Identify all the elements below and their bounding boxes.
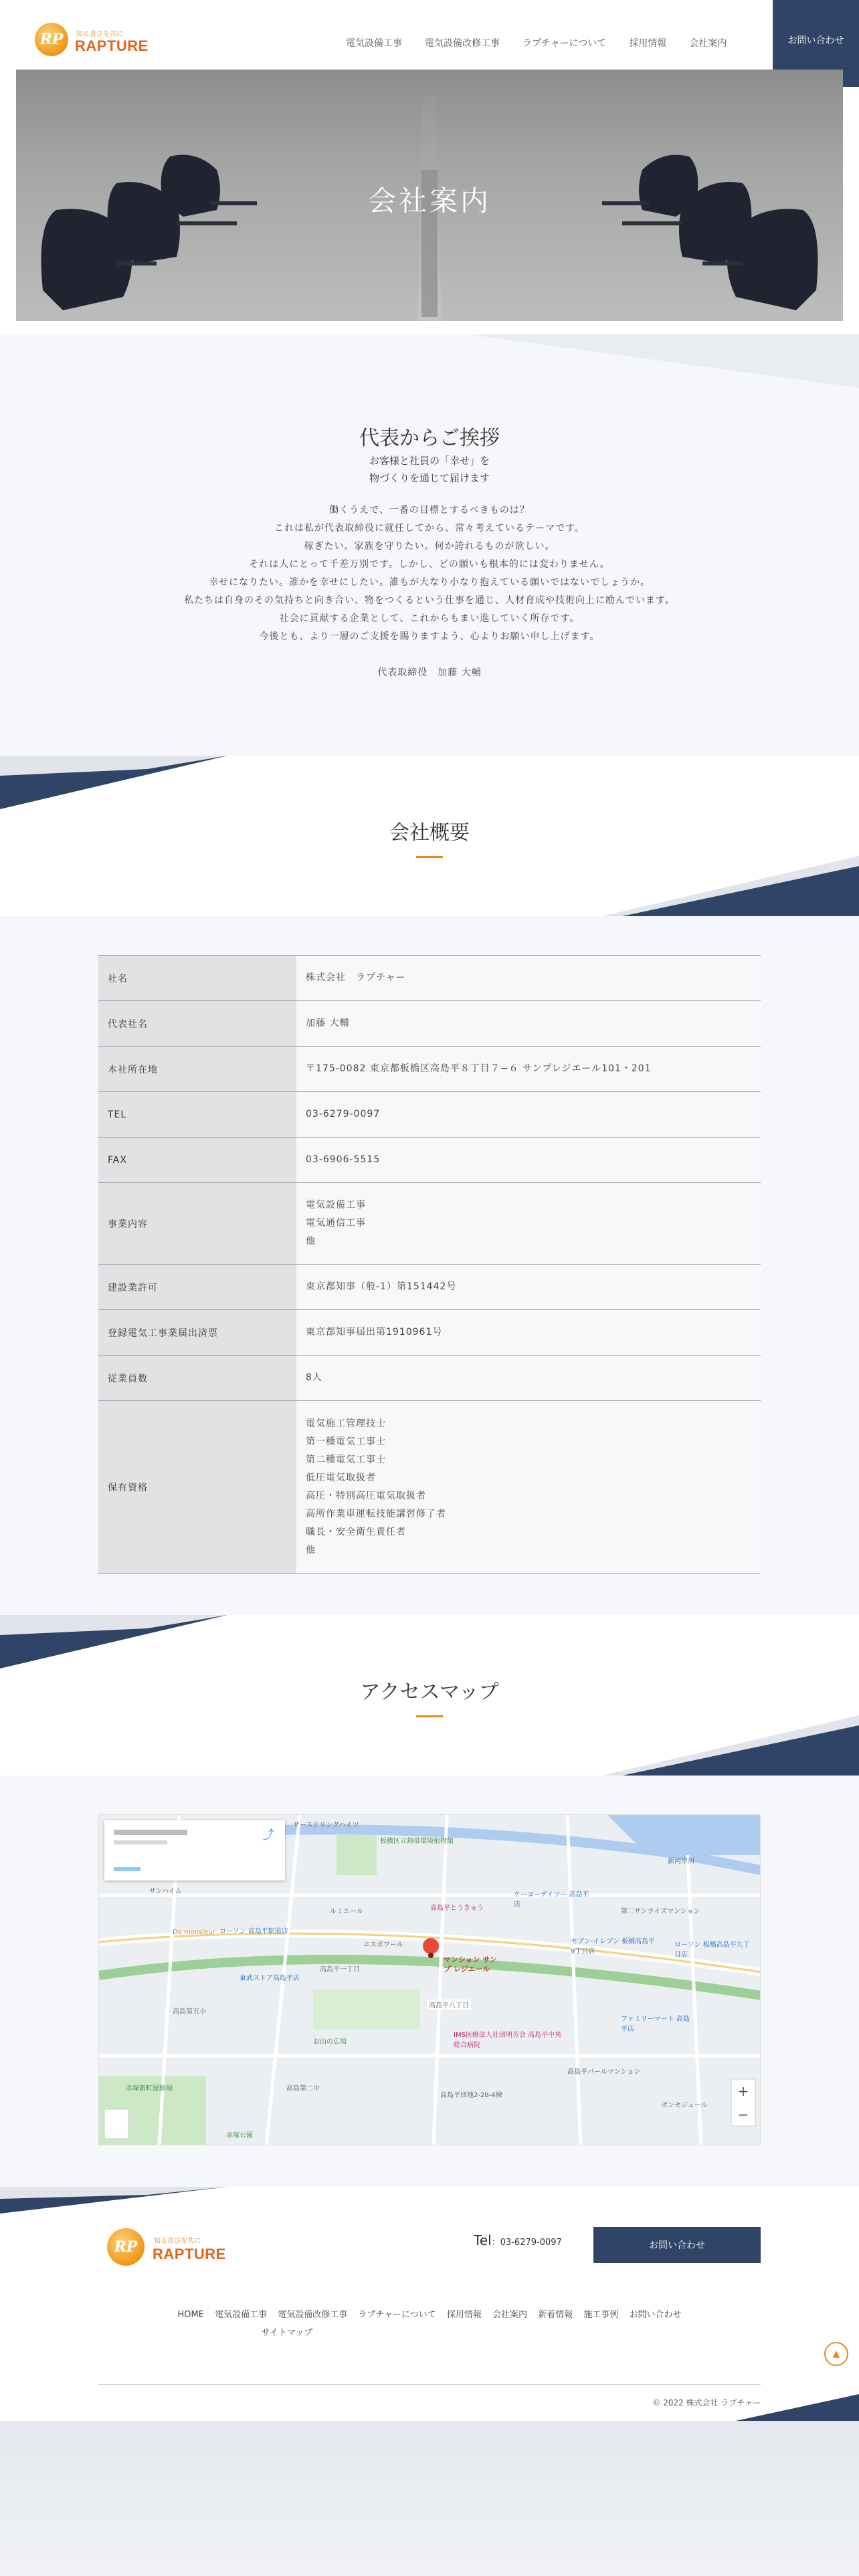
greeting-subtitle: [0, 452, 859, 487]
footer-logo[interactable]: [107, 2226, 241, 2272]
row-value: 株式会社 ラプチャー: [296, 956, 761, 1001]
logo-wordmark: RAPTURE: [75, 37, 149, 54]
value-line: 第一種電気工事士: [306, 1436, 386, 1447]
footer-logo-tagline: 知る喜びを共に: [154, 2238, 201, 2245]
map-place-label: 高島平一丁目: [320, 1966, 360, 1973]
hero-title: 会社案内: [367, 185, 491, 217]
page-bottom-filler: [0, 2421, 859, 2576]
main-nav: [335, 36, 738, 49]
greeting-message: [0, 502, 859, 646]
back-to-top-button[interactable]: [824, 2342, 848, 2366]
directions-icon[interactable]: ⤴: [262, 1828, 274, 1842]
value-line: 高圧・特別高圧電気取扱者: [306, 1490, 426, 1501]
map-place-label: ルミエール: [330, 1908, 363, 1915]
map-place-label: ファミリーマート 高島平店: [621, 2016, 690, 2033]
footer-nav: [107, 2306, 752, 2342]
map-place-label: サンハイム: [149, 1888, 182, 1895]
footer-nav-item[interactable]: サイトマップ: [261, 2328, 313, 2338]
row-label: 登録電気工事業届出済票: [98, 1310, 296, 1356]
map-place-label: 高島平団地2-28-4棟: [440, 2092, 502, 2099]
footer-nav-item[interactable]: お問い合わせ: [629, 2310, 682, 2320]
table-row: [98, 1310, 761, 1356]
arrow-up-icon: ▲: [832, 2349, 840, 2359]
logo-mark-icon: RP: [35, 23, 68, 56]
value-line: 電気施工管理技士: [306, 1418, 386, 1429]
row-label: 従業員数: [98, 1356, 296, 1401]
nav-item-renovation-work[interactable]: 電気設備改修工事: [425, 38, 500, 49]
greeting-line: 幸せになりたい。誰かを幸せにしたい。誰もが大なり小なり抱えている願いではないでしょうか。: [209, 577, 650, 588]
table-row: [98, 956, 761, 1001]
header-contact-button[interactable]: お問い合わせ: [773, 0, 859, 87]
value-line: 電気通信工事: [306, 1218, 366, 1228]
footer-nav-item[interactable]: 電気設備工事: [215, 2310, 268, 2320]
greeting-line: 働くうえで、一番の目標とするべきものは？: [329, 505, 530, 516]
value-line: 高所作業車運転技能講習修了者: [306, 1508, 446, 1519]
row-value: 加藤 大輔: [296, 1001, 761, 1047]
greeting-line: 稼ぎたい。家族を守りたい。何か誇れるものが欲しい。: [304, 541, 555, 552]
map-place-label: 高島平パールマンション: [567, 2068, 641, 2076]
table-row: [98, 1001, 761, 1047]
greeting-subtitle-line: お客様と社員の「幸せ」を: [369, 455, 490, 467]
row-label: TEL: [98, 1092, 296, 1138]
map-place-label: エスポワール: [363, 1941, 403, 1949]
footer-nav-item[interactable]: 会社案内: [492, 2310, 528, 2320]
greeting-subtitle-line: 物づくりを通じて届けます: [369, 472, 490, 484]
map-place-label: IMS医療法人社団明芳会 高島平中央総合病院: [454, 2032, 562, 2049]
google-map[interactable]: [98, 1814, 761, 2145]
logo-tagline: 知る喜びを共に: [76, 31, 123, 38]
greeting-line: 私たちは自身のその気持ちと向き合い、物をつくるという仕事を通じ、人材育成や技術向上に励んでいます。: [184, 595, 675, 606]
map-place-label: 東武ストア高島平店: [240, 1975, 300, 1982]
map-place-label: 赤塚公園: [226, 2132, 253, 2139]
map-place-label: 赤塚新町運動場: [126, 2085, 173, 2092]
footer-nav-item[interactable]: HOME: [177, 2310, 204, 2320]
table-row: [98, 1092, 761, 1138]
site-logo[interactable]: [35, 20, 155, 60]
company-overview-table: [98, 955, 761, 1574]
greeting-line: 社会に貢献する企業として、これからもまい進していく所存です。: [279, 613, 580, 624]
value-line: 低圧電気取扱者: [306, 1472, 376, 1483]
map-place-label: ポンセジュール: [661, 2102, 708, 2109]
svg-text:−: −: [737, 2107, 749, 2123]
row-label: 事業内容: [98, 1183, 296, 1265]
map-place-label: セブン-イレブン 板橋高島平9丁目店: [571, 1938, 655, 1955]
footer-divider: [98, 2384, 761, 2385]
footer-nav-item[interactable]: 新着情報: [538, 2310, 573, 2320]
nav-item-company[interactable]: 会社案内: [689, 38, 727, 49]
map-place-label: ローソン 板橋高島平九丁目店: [674, 1941, 750, 1959]
table-row: [98, 1183, 761, 1265]
map-pin-label: マンション サンプ レジエール: [444, 1955, 497, 1973]
greeting-line: これは私が代表取締役に就任してから、常々考えているテーマです。: [274, 523, 585, 534]
nav-item-about[interactable]: ラプチャーについて: [522, 38, 607, 49]
map-place-label: ローソン 高島平駅前店: [219, 1928, 288, 1935]
site-header: [0, 0, 859, 70]
greeting-line: それは人にとって千差万別です。しかし、どの願いも根本的には変わりません。: [249, 559, 610, 570]
row-label: FAX: [98, 1138, 296, 1183]
map-place-label: 新河岸川: [668, 1858, 694, 1865]
footer-phone: [474, 2232, 562, 2248]
map-card-address: [114, 1840, 167, 1844]
table-row: [98, 1047, 761, 1092]
value-line: 他: [306, 1544, 316, 1555]
map-card-link[interactable]: [114, 1867, 140, 1871]
nav-item-electrical-work[interactable]: 電気設備工事: [346, 38, 402, 49]
value-line: 他: [306, 1236, 316, 1247]
footer-logo-mark-icon: RP: [107, 2228, 145, 2266]
footer-nav-item[interactable]: 採用情報: [446, 2310, 482, 2320]
table-row: [98, 1356, 761, 1401]
row-label: 保有資格: [98, 1401, 296, 1574]
row-label: 本社所在地: [98, 1047, 296, 1092]
map-place-label: 板橋区立熱帯環境植物館: [380, 1838, 454, 1845]
footer-decoration: [0, 2394, 859, 2421]
value-line: 電気設備工事: [306, 1200, 366, 1210]
table-row: [98, 1138, 761, 1183]
map-place-label: 高島第二中: [286, 2085, 320, 2092]
map-place-label: Do monsieur: [173, 1929, 215, 1936]
row-label: 代表社名: [98, 1001, 296, 1047]
greeting-title: 代表からご挨拶: [359, 427, 500, 450]
value-line: 職長・安全衛生責任者: [306, 1526, 406, 1537]
row-value: 東京都知事届出第1910961号: [296, 1310, 761, 1356]
greeting-line: 今後とも、より一層のご支援を賜りますよう、心よりお願い申し上げます。: [259, 631, 600, 642]
map-place-label: 高島第五小: [173, 2008, 206, 2016]
copyright: © 2022 株式会社 ラプチャー: [652, 2398, 761, 2407]
row-value: 〒175-0082 東京都板橋区高島平８丁目７−６ サンプレジエール101・201: [296, 1047, 761, 1092]
greeting-signature: 代表取締役 加藤 大輔: [377, 667, 482, 678]
footer-contact-button[interactable]: お問い合わせ: [593, 2227, 761, 2263]
row-value: 03-6279-0097: [296, 1092, 761, 1138]
access-title-underline: [416, 1715, 443, 1717]
map-place-label: 第二サンライズマンション: [621, 1908, 700, 1915]
map-place-label: サーステリングハイツ: [293, 1822, 359, 1829]
footer-nav-item[interactable]: ラプチャーについて: [358, 2310, 436, 2320]
access-title: アクセスマップ: [360, 1681, 499, 1704]
table-row: [98, 1401, 761, 1574]
hero-banner: [16, 70, 843, 321]
map-place-label: 高島平とうきゅう: [430, 1905, 484, 1912]
overview-title: 会社概要: [389, 821, 470, 845]
row-value: 8人: [296, 1356, 761, 1401]
row-value: [296, 1401, 761, 1574]
map-place-label: 高島平八丁目: [427, 2000, 471, 2010]
footer-phone-number: ：03-6279-0097: [491, 2238, 562, 2248]
row-value: [296, 1183, 761, 1265]
svg-text:+: +: [737, 2083, 749, 2099]
nav-item-recruit[interactable]: 採用情報: [629, 38, 667, 49]
footer-logo-wordmark: RAPTURE: [153, 2246, 226, 2262]
row-value: 東京都知事（般-1）第151442号: [296, 1265, 761, 1310]
row-label: 社名: [98, 956, 296, 1001]
map-info-card: [104, 1820, 285, 1881]
row-label: 建設業許可: [98, 1265, 296, 1310]
map-place-label: ケーヨーデイツー 高島平店: [514, 1891, 589, 1909]
map-place-label: お山の広場: [313, 2038, 347, 2046]
value-line: 第二種電気工事士: [306, 1454, 386, 1465]
overview-title-underline: [416, 856, 443, 858]
footer-nav-item[interactable]: 施工事例: [583, 2310, 619, 2320]
footer-nav-item[interactable]: 電気設備改修工事: [278, 2310, 348, 2320]
map-card-title: [114, 1830, 187, 1835]
footer-phone-label: Tel: [474, 2232, 492, 2248]
section-divider: [0, 2187, 859, 2227]
row-value: 03-6906-5515: [296, 1138, 761, 1183]
table-row: [98, 1265, 761, 1310]
